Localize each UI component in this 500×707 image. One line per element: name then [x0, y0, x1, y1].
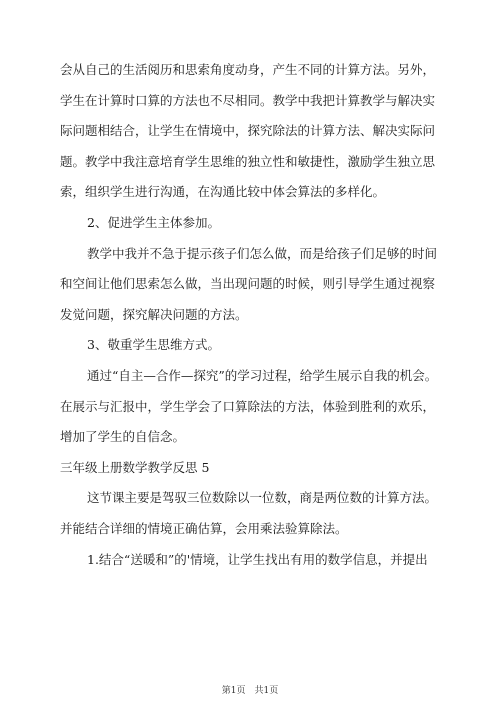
body-text	[60, 60, 452, 580]
text-line: 并能结合详细的情境正确估算，会用乘法验算除法。	[60, 520, 348, 536]
text-line: 和空间让他们思索怎么做，当出现问题的时候，则引导学生通过视察	[60, 276, 436, 292]
text-line: 题。教学中我注意培育学生思维的独立性和敏捷性，激励学生独立思	[60, 153, 436, 169]
page-footer: 第1页 共1页	[221, 686, 279, 696]
text-line: 通过“自主—合作—探究”的学习过程，给学生展示自我的机会。	[87, 367, 438, 383]
text-line: 1.结合“送暖和”的'情境，让学生找出有用的数学信息，并提出	[87, 551, 428, 567]
text-line: 三年级上册数学教学反思 5	[60, 459, 210, 475]
text-line: 这节课主要是驾驭三位数除以一位数，商是两位数的计算方法。	[87, 490, 438, 506]
text-line: 增加了学生的自信念。	[60, 429, 186, 445]
text-line: 际问题相结合，让学生在情境中，探究除法的计算方法、解决实际问	[60, 123, 436, 139]
text-line: 学生在计算时口算的方法也不尽相同。教学中我把计算教学与解决实	[60, 92, 436, 108]
text-line: 3、敬重学生思维方式。	[87, 337, 220, 353]
text-line: 索，组织学生进行沟通，在沟通比较中体会算法的多样化。	[60, 184, 386, 200]
text-line: 发觉问题，探究解决问题的方法。	[60, 306, 248, 322]
text-line: 2、促进学生主体参加。	[87, 214, 220, 230]
text-line: 教学中我并不急于提示孩子们怎么做，而是给孩子们足够的时间	[87, 245, 438, 261]
text-line: 在展示与汇报中，学生学会了口算除法的方法，体验到胜利的欢乐，	[60, 398, 436, 414]
text-line: 会从自己的生活阅历和思索角度动身，产生不同的计算方法。另外，	[60, 62, 436, 77]
